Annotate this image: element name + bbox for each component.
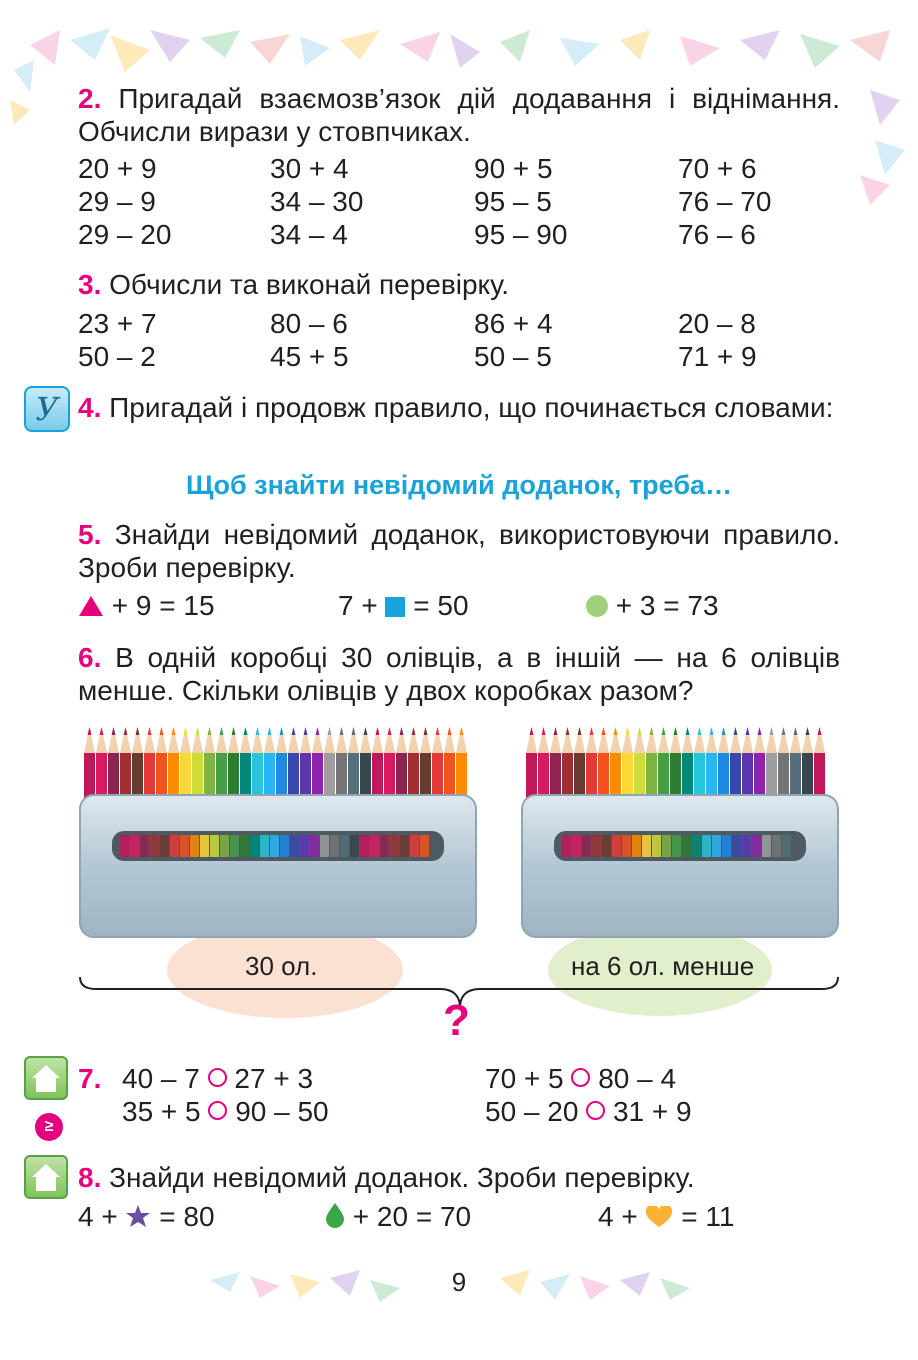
expression: 20 + 9	[78, 153, 157, 184]
equation-star	[78, 1200, 215, 1233]
task-2-instruction: Пригадай взаємозв’язок дій додавання і віднімання. Обчисли вирази у стовпчиках.	[78, 83, 840, 147]
pencil-lead	[220, 727, 224, 735]
pencil-lead	[280, 727, 284, 735]
task-2-column-3	[474, 152, 567, 251]
pencil-lead	[578, 727, 582, 735]
pencil-lead	[196, 727, 200, 735]
task-3-column-4	[678, 307, 757, 373]
pencil-in-window	[702, 835, 711, 857]
pencil-lead	[806, 727, 810, 735]
pencil-lead	[304, 727, 308, 735]
pencil-lead	[172, 727, 176, 735]
pencil-lead	[710, 727, 714, 735]
pencil-lead	[674, 727, 678, 735]
pencil-in-window	[150, 835, 159, 857]
pencil-in-window	[390, 835, 399, 857]
pencil-lead	[400, 727, 404, 735]
expression: 71 + 9	[678, 341, 757, 372]
pencil-in-window	[732, 835, 741, 857]
pencil-in-window	[712, 835, 721, 857]
pencil-lead	[734, 727, 738, 735]
comparison-row	[122, 1062, 313, 1095]
question-mark: ?	[443, 996, 470, 1045]
pencil-in-window	[772, 835, 781, 857]
task-2-text	[78, 82, 840, 148]
task-2-column-4	[678, 152, 771, 251]
pencil-lead	[412, 727, 416, 735]
pencil-in-window	[562, 835, 571, 857]
comparison-row	[485, 1095, 692, 1128]
pencil-lead	[136, 727, 140, 735]
pencil-lead	[460, 727, 464, 735]
pencil-in-window	[592, 835, 601, 857]
equation-text: + 3 = 73	[615, 590, 719, 621]
pencil-in-window	[380, 835, 389, 857]
expression: 29 – 20	[78, 219, 172, 250]
pencil-lead	[614, 727, 618, 735]
pencil-lead	[686, 727, 690, 735]
task-2-number: 2.	[78, 83, 102, 114]
pencil-lead	[770, 727, 774, 735]
equation-text: = 11	[681, 1201, 735, 1232]
task-3-column-1	[78, 307, 157, 373]
pencil-in-window	[420, 835, 429, 857]
pencil-lead	[88, 727, 92, 735]
comparison-left: 50 – 20	[485, 1096, 579, 1127]
homework-badge	[24, 1155, 68, 1199]
pencil-lead	[232, 727, 236, 735]
circle-icon	[586, 595, 608, 617]
task-6-text	[78, 641, 840, 707]
expression: 95 – 5	[474, 186, 552, 217]
pencil-in-window	[632, 835, 641, 857]
equation-text: 4 +	[598, 1201, 638, 1232]
equation-square	[338, 589, 469, 622]
expression: 23 + 7	[78, 308, 157, 339]
pencil-lead	[602, 727, 606, 735]
pencil-lead	[590, 727, 594, 735]
comparison-left: 70 + 5	[485, 1063, 564, 1094]
comparison-circle[interactable]	[208, 1068, 227, 1087]
pencil-lead	[244, 727, 248, 735]
pencil-lead	[160, 727, 164, 735]
pencil-lead	[364, 727, 368, 735]
pencil-in-window	[602, 835, 611, 857]
task-8-number: 8.	[78, 1162, 102, 1193]
equation-heart	[598, 1200, 734, 1233]
pencil-lead	[352, 727, 356, 735]
star-icon	[125, 1204, 151, 1228]
task-4-instruction: Пригадай і продовж правило, що починається словами:	[109, 392, 834, 423]
pencil-in-window	[370, 835, 379, 857]
page-number: 9	[451, 1267, 467, 1297]
pencil-in-window	[280, 835, 289, 857]
pencil-in-window	[270, 835, 279, 857]
label-30-pencils: 30 ол.	[245, 951, 318, 981]
pencil-lead	[124, 727, 128, 735]
pencil-lead	[626, 727, 630, 735]
equation-circle	[586, 589, 719, 622]
pencil-lead	[376, 727, 380, 735]
comparison-right: 31 + 9	[612, 1096, 692, 1127]
pencil-lead	[638, 727, 642, 735]
pencil-in-window	[120, 835, 129, 857]
pencil-in-window	[642, 835, 651, 857]
pencil-in-window	[350, 835, 359, 857]
pencil-in-window	[612, 835, 621, 857]
pencil-lead	[566, 727, 570, 735]
pencil-lead	[650, 727, 654, 735]
pencil-in-window	[682, 835, 691, 857]
pencil-in-window	[410, 835, 419, 857]
pencil-in-window	[582, 835, 591, 857]
expression: 29 – 9	[78, 186, 156, 217]
pencil-in-window	[200, 835, 209, 857]
pencil-in-window	[572, 835, 581, 857]
task-5-number: 5.	[78, 519, 102, 550]
pencil-lead	[530, 727, 534, 735]
pencil-in-window	[190, 835, 199, 857]
task-5-instruction: Знайди невідомий доданок, використовуючи правило. Зроби перевірку.	[78, 519, 841, 583]
task-3-number: 3.	[78, 269, 102, 300]
pencil-lead	[328, 727, 332, 735]
pencil-in-window	[220, 835, 229, 857]
pencil-in-window	[160, 835, 169, 857]
pencil-lead	[794, 727, 798, 735]
rule-text: Щоб знайти невідомий доданок, треба…	[185, 470, 733, 500]
pencil-lead	[112, 727, 116, 735]
task-2-column-2	[270, 152, 363, 251]
pencil-box-left	[80, 795, 476, 937]
task-3-column-2	[270, 307, 349, 373]
comparison-row	[122, 1095, 329, 1128]
homework-badge	[24, 1056, 68, 1100]
pencil-lead	[292, 727, 296, 735]
comparison-row	[485, 1062, 676, 1095]
pencil-in-window	[330, 835, 339, 857]
expression: 95 – 90	[474, 219, 568, 250]
comparison-left: 40 – 7	[122, 1063, 200, 1094]
task-3-instruction: Обчисли та виконай перевірку.	[109, 269, 510, 300]
expression: 76 – 6	[678, 219, 756, 250]
comparison-right: 27 + 3	[234, 1063, 314, 1094]
pencil-in-window	[310, 835, 319, 857]
pencil-in-window	[692, 835, 701, 857]
task-5-text	[78, 518, 840, 584]
pencil-lead	[818, 727, 822, 735]
comparison-left: 35 + 5	[122, 1096, 201, 1127]
pencil-lead	[554, 727, 558, 735]
expression: 86 + 4	[474, 308, 553, 339]
equation-text: 4 +	[78, 1201, 118, 1232]
heart-icon	[645, 1206, 673, 1228]
pencil-lead	[316, 727, 320, 735]
compare-icon: ≥	[35, 1113, 63, 1141]
triangle-icon	[78, 595, 104, 617]
comparison-right: 90 – 50	[235, 1096, 329, 1127]
task-2-column-1	[78, 152, 171, 251]
pencil-lead	[758, 727, 762, 735]
pencil-lead	[782, 727, 786, 735]
pencil-in-window	[360, 835, 369, 857]
pencil-lead	[388, 727, 392, 735]
equation-text: 7 +	[338, 590, 378, 621]
task-3-column-3	[474, 307, 553, 373]
oral-task-badge: У	[24, 386, 70, 432]
pencil-in-window	[762, 835, 771, 857]
expression: 80 – 6	[270, 308, 348, 339]
equation-triangle	[78, 589, 215, 622]
pencil-in-window	[782, 835, 791, 857]
task-3-text	[78, 268, 840, 301]
pencil-in-window	[320, 835, 329, 857]
pencil-in-window	[722, 835, 731, 857]
pencil-in-window	[300, 835, 309, 857]
equation-text: + 9 = 15	[111, 590, 215, 621]
comparison-right: 80 – 4	[598, 1063, 677, 1094]
equation-text: = 80	[159, 1201, 215, 1232]
pencil-in-window	[752, 835, 761, 857]
pencil-lead	[256, 727, 260, 735]
expression: 50 – 5	[474, 341, 552, 372]
pencil-in-window	[140, 835, 149, 857]
expression: 45 + 5	[270, 341, 349, 372]
pencil-lead	[268, 727, 272, 735]
pencil-in-window	[672, 835, 681, 857]
comparison-circle[interactable]	[571, 1068, 590, 1087]
task-4-text	[78, 391, 840, 424]
pencil-lead	[746, 727, 750, 735]
expression: 50 – 2	[78, 341, 156, 372]
pencil-lead	[424, 727, 428, 735]
comparison-circle[interactable]	[586, 1101, 605, 1120]
expression: 30 + 4	[270, 153, 349, 184]
pencil-lead	[340, 727, 344, 735]
expression: 34 – 30	[270, 186, 364, 217]
pencil-in-window	[230, 835, 239, 857]
comparison-circle[interactable]	[208, 1101, 227, 1120]
expression: 90 + 5	[474, 153, 553, 184]
task-6-instruction: В одній коробці 30 олівців, а в іншій — на 6 олівців менше. Скільки олівців у двох коробках разом?	[78, 642, 840, 706]
pencil-in-window	[652, 835, 661, 857]
pencil-in-window	[290, 835, 299, 857]
square-icon	[385, 597, 405, 617]
pencil-lead	[184, 727, 188, 735]
house-icon	[26, 1157, 66, 1197]
label-6-less: на 6 ол. менше	[571, 951, 755, 981]
pencil-lead	[698, 727, 702, 735]
expression: 70 + 6	[678, 153, 757, 184]
pencil-in-window	[340, 835, 349, 857]
task-4-number: 4.	[78, 392, 102, 423]
pencil-in-window	[662, 835, 671, 857]
pencil-lead	[662, 727, 666, 735]
pencil-lead	[436, 727, 440, 735]
pencil-in-window	[742, 835, 751, 857]
drop-icon	[325, 1202, 345, 1228]
task-8-instruction: Знайди невідомий доданок. Зроби перевірку.	[109, 1162, 695, 1193]
pencil-lead	[448, 727, 452, 735]
pencil-lead	[542, 727, 546, 735]
pencil-lead	[100, 727, 104, 735]
house-icon	[26, 1058, 66, 1098]
pencil-in-window	[210, 835, 219, 857]
pencil-in-window	[180, 835, 189, 857]
task-7-number: 7.	[78, 1063, 102, 1094]
equation-text: = 50	[413, 590, 469, 621]
pencil-lead	[208, 727, 212, 735]
equation-drop	[325, 1200, 471, 1233]
pencil-in-window	[260, 835, 269, 857]
pencil-in-window	[240, 835, 249, 857]
pencil-in-window	[170, 835, 179, 857]
pencil-in-window	[250, 835, 259, 857]
pencil-in-window	[400, 835, 409, 857]
pencil-in-window	[622, 835, 631, 857]
expression: 34 – 4	[270, 219, 348, 250]
pencil-lead	[148, 727, 152, 735]
pencil-lead	[722, 727, 726, 735]
expression: 76 – 70	[678, 186, 772, 217]
task-6-number: 6.	[78, 642, 102, 673]
task-8-text	[78, 1161, 695, 1194]
equation-text: + 20 = 70	[352, 1201, 472, 1232]
pencil-box-right	[522, 795, 838, 937]
expression: 20 – 8	[678, 308, 756, 339]
pencil-in-window	[130, 835, 139, 857]
